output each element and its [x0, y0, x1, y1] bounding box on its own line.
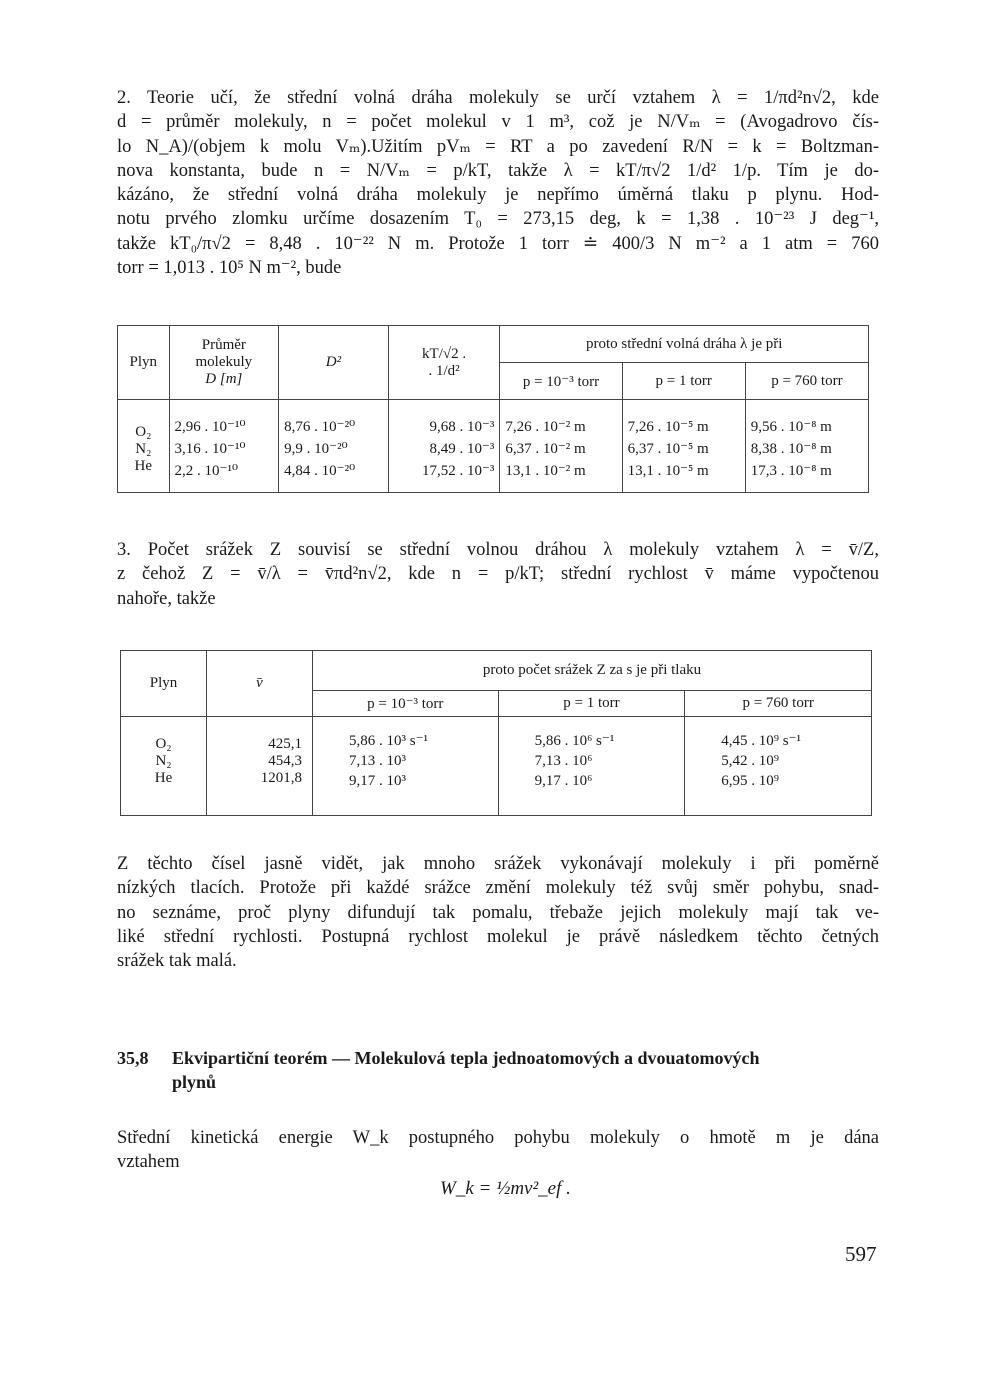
cell: 13,1 . 10⁻² m	[505, 463, 586, 479]
paragraph-collisions	[117, 538, 879, 611]
mean-free-path-table	[117, 325, 869, 493]
paragraph-kinetic-energy	[117, 1126, 879, 1175]
col-header-p1: p = 10⁻³ torr	[500, 363, 622, 400]
col-header-v: v̄	[207, 651, 313, 717]
text-line: nahoře, takže	[117, 588, 216, 609]
cell: 8,38 . 10⁻⁸ m	[750, 441, 832, 457]
col-header-p3: p = 760 torr	[685, 691, 872, 717]
cell: 3,16 . 10⁻¹⁰	[174, 441, 246, 457]
text-line: Z těchto čísel jasně vidět, jak mnoho srážek vykonávají molekuly i při poměrně	[117, 854, 879, 874]
section-number: 35,8	[117, 1048, 149, 1068]
text-line: nova konstanta, bude n = N/Vₘ = p/kT, takže λ = kT/π√2 1/d² 1/p. Tím je do-	[117, 160, 879, 181]
text-line: torr = 1,013 . 10⁵ N m⁻², bude	[117, 258, 342, 279]
cell: 6,95 . 10⁹	[721, 773, 780, 789]
cell: N₂	[135, 440, 152, 457]
col-header-p2: p = 1 torr	[498, 691, 685, 717]
col-header-prumer	[169, 326, 279, 400]
header-line: Průměr	[201, 337, 246, 353]
cell: 425,1	[268, 735, 302, 752]
cell: 5,86 . 10³ s⁻¹	[349, 733, 428, 749]
col-header-plyn: Plyn	[121, 651, 207, 717]
text-line: lo N_A)/(objem k molu Vₘ).Užitím pVₘ = RT a po zavedení R/N = k = Boltzman-	[117, 136, 879, 157]
text-line: srážek tak malá.	[117, 951, 237, 972]
cell: He	[154, 769, 173, 786]
text-line: 3. Počet srážek Z souvisí se střední volnou dráhou λ molekuly vztahem λ = v̄/Z,	[117, 540, 879, 560]
text-line: Střední kinetická energie W_k postupného pohybu molekuly o hmotě m je dána	[117, 1128, 879, 1148]
header-line: kT/√2 .	[422, 345, 467, 362]
cell: 1201,8	[260, 769, 302, 786]
cell: 6,37 . 10⁻⁵ m	[627, 441, 709, 457]
col-header-d2: D²	[279, 326, 389, 400]
kt-column	[388, 400, 500, 493]
cell: 9,56 . 10⁻⁸ m	[750, 419, 832, 435]
cell: 4,45 . 10⁹ s⁻¹	[721, 733, 802, 749]
cell: 9,68 . 10⁻³	[429, 419, 495, 435]
text-line: d = průměr molekuly, n = počet molekul v 1 m³, což je N/Vₘ = (Avogadrovo čís-	[117, 112, 879, 133]
col-header-p3: p = 760 torr	[745, 363, 868, 400]
col-header-plyn: Plyn	[118, 326, 170, 400]
col-header-group: proto počet srážek Z za s je při tlaku	[313, 651, 872, 691]
section-heading	[117, 1046, 887, 1094]
cell: N₂	[155, 752, 172, 769]
cell: He	[134, 457, 153, 474]
cell: 5,42 . 10⁹	[721, 753, 780, 769]
lambda-p2-column	[622, 400, 745, 493]
col-header-kt	[388, 326, 500, 400]
d2-column	[279, 400, 389, 493]
cell: 2,96 . 10⁻¹⁰	[174, 419, 246, 435]
cell: 6,37 . 10⁻² m	[505, 441, 586, 457]
cell: 454,3	[268, 752, 302, 769]
paragraph-conclusion	[117, 852, 879, 973]
cell: 17,52 . 10⁻³	[421, 463, 495, 479]
header-line: molekuly	[195, 354, 253, 370]
cell: 7,26 . 10⁻² m	[505, 419, 586, 435]
text-line: liké střední rychlosti. Postupná rychlost molekul je právě následkem těchto četných	[117, 926, 879, 947]
z-p2-column	[498, 717, 685, 816]
cell: 5,86 . 10⁶ s⁻¹	[534, 733, 615, 749]
cell: 8,76 . 10⁻²⁰	[284, 419, 356, 435]
text-line: z čehož Z = v̄/λ = v̄πd²n√2, kde n = p/kT; střední rychlost v̄ máme vypočtenou	[117, 564, 879, 585]
section-title-line: plynů	[172, 1072, 217, 1092]
cell: 8,49 . 10⁻³	[429, 441, 495, 457]
cell: 7,26 . 10⁻⁵ m	[627, 419, 709, 435]
gas-column	[118, 400, 170, 493]
text-line: notu prvého zlomku určíme dosazením T₀ = 273,15 deg, k = 1,38 . 10⁻²³ J deg⁻¹,	[117, 209, 879, 230]
cell: 7,13 . 10³	[349, 753, 406, 769]
lambda-p3-column	[745, 400, 868, 493]
section-title-line: Ekvipartiční teorém — Molekulová tepla jednoatomových a dvouatomových	[172, 1048, 760, 1068]
cell: 7,13 . 10⁶	[534, 753, 593, 769]
cell: 9,9 . 10⁻²⁰	[284, 441, 348, 457]
cell: 2,2 . 10⁻¹⁰	[174, 463, 238, 479]
cell: O₂	[155, 735, 172, 752]
header-line: . 1/d²	[428, 362, 460, 379]
header-line: D [m]	[205, 371, 243, 387]
text-line: kázáno, že střední volná dráha molekuly je nepřímo úměrná tlaku p plynu. Hod-	[117, 185, 879, 206]
cell: 9,17 . 10⁶	[534, 773, 593, 789]
cell: 13,1 . 10⁻⁵ m	[627, 463, 709, 479]
cell: 4,84 . 10⁻²⁰	[284, 463, 356, 479]
paragraph-mean-free-path	[117, 86, 879, 280]
page-number: 597	[845, 1242, 877, 1266]
col-header-p1: p = 10⁻³ torr	[313, 691, 499, 717]
col-header-group: proto střední volná dráha λ je při	[500, 326, 869, 363]
text-line: nízkých tlacích. Protože při každé srážce změní molekuly též svůj směr pohybu, snad-	[117, 878, 879, 899]
collision-table	[120, 650, 872, 816]
text-line: 2. Teorie učí, že střední volná dráha molekuly se určí vztahem λ = 1/πd²n√2, kde	[117, 88, 879, 108]
gas-column	[121, 717, 207, 816]
text-line: vztahem	[117, 1152, 180, 1173]
cell: O₂	[135, 423, 152, 440]
lambda-p1-column	[500, 400, 622, 493]
cell: 17,3 . 10⁻⁸ m	[750, 463, 832, 479]
z-p1-column	[313, 717, 499, 816]
velocity-column	[207, 717, 313, 816]
diameter-column	[169, 400, 279, 493]
col-header-p2: p = 1 torr	[622, 363, 745, 400]
text-line: takže kT₀/π√2 = 8,48 . 10⁻²² N m. Protože 1 torr ≐ 400/3 N m⁻² a 1 atm = 760	[117, 233, 879, 254]
text-line: no seznáme, proč plyny difundují tak pomalu, třebaže jejich molekuly mají tak ve-	[117, 902, 879, 923]
z-p3-column	[685, 717, 872, 816]
cell: 9,17 . 10³	[349, 773, 406, 789]
formula-kinetic-energy: W_k = ½mv²_ef .	[440, 1178, 571, 1199]
